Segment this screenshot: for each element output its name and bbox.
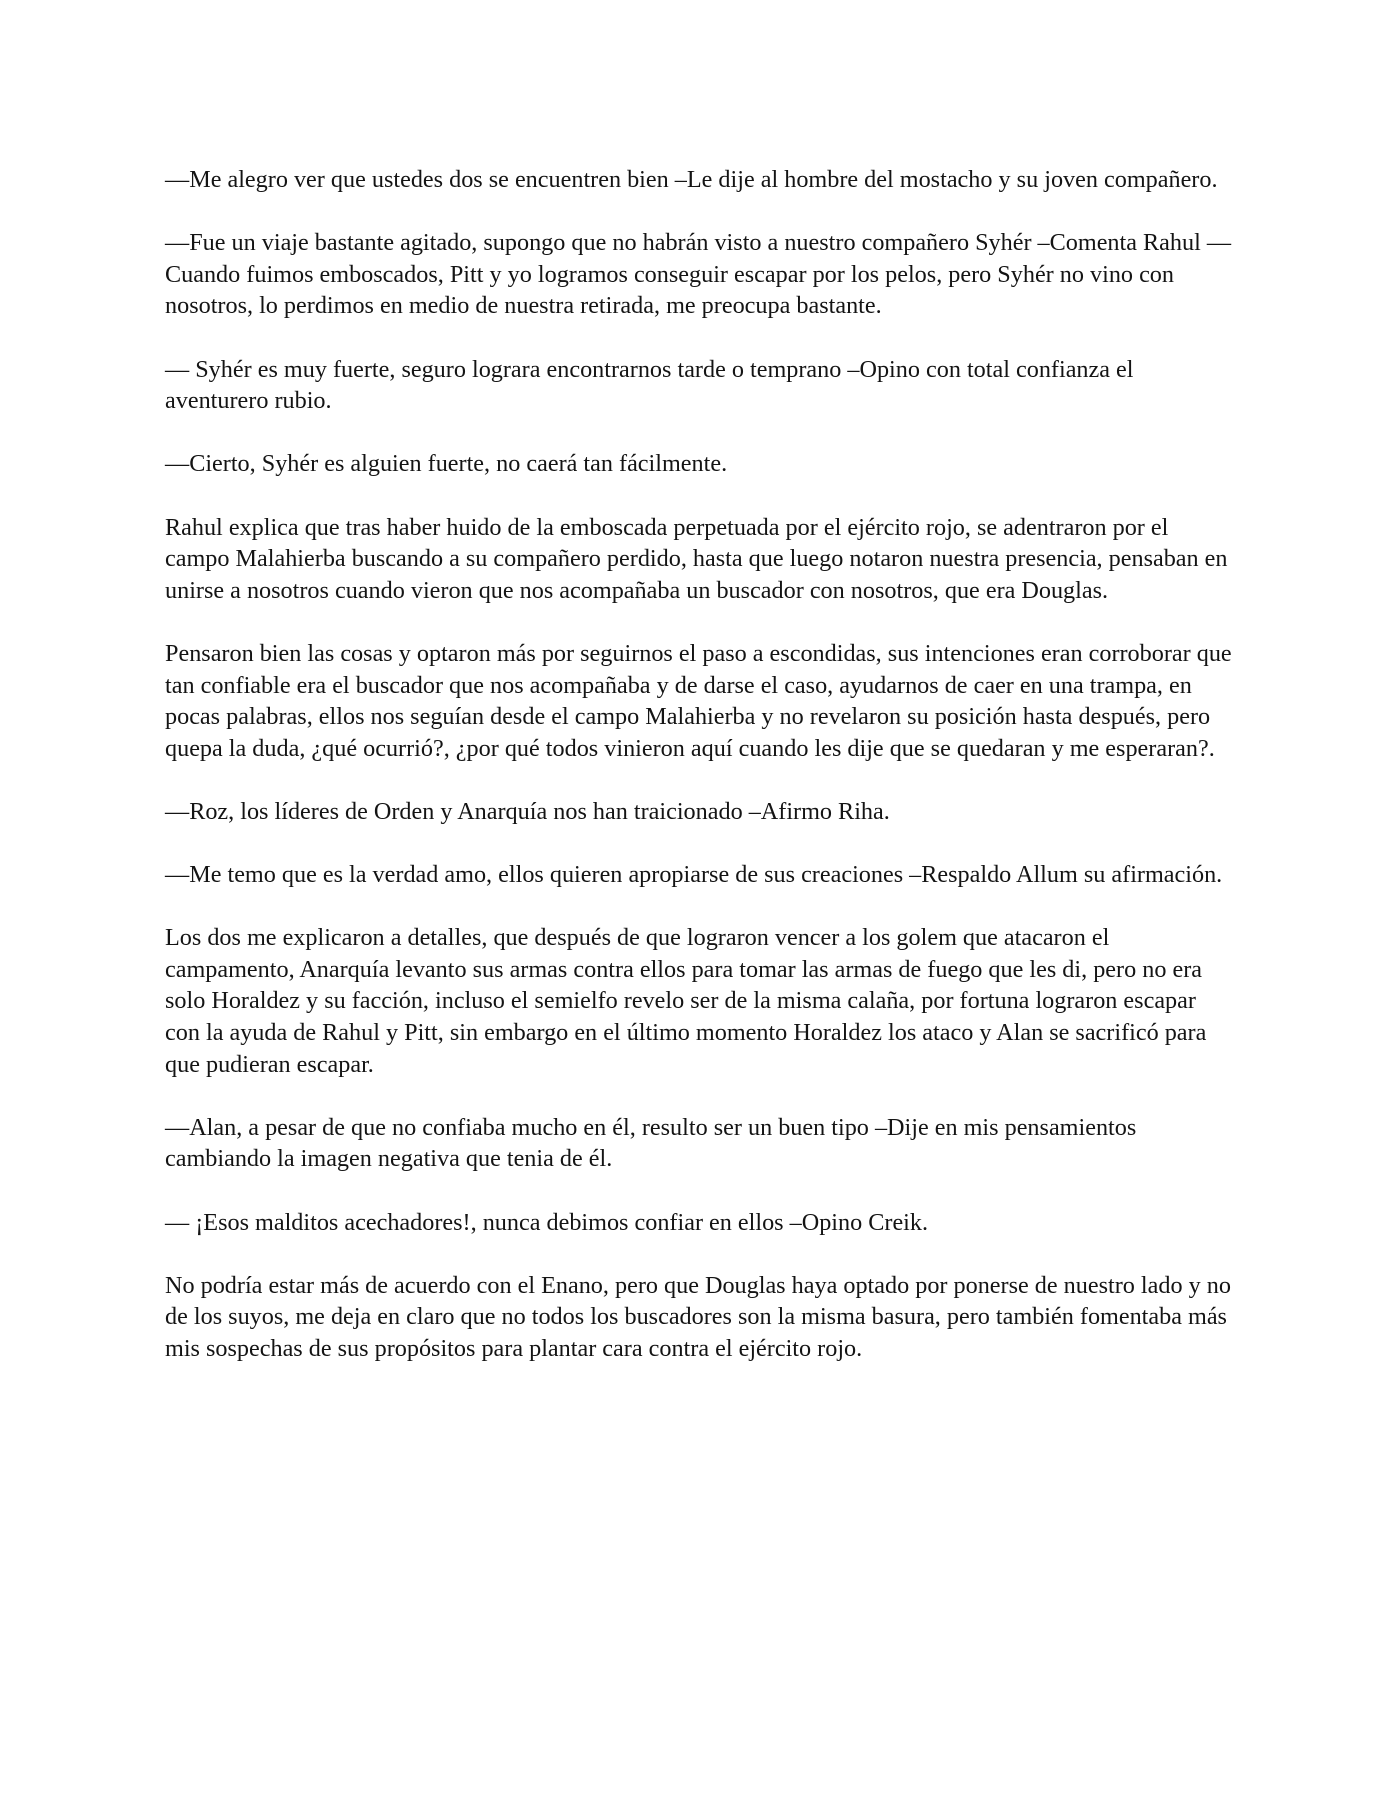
paragraph: —Fue un viaje bastante agitado, supongo que no habrán visto a nuestro compañero Syhér –Comenta Rahul —Cuando fuimos emboscados, Pitt y yo logramos conseguir escapar por los pelos, pero Syhér no vino con nosotros, lo perdimos en medio de nuestra retirada, me preocupa bastante.	[165, 229, 1232, 320]
paragraph: —Alan, a pesar de que no confiaba mucho en él, resulto ser un buen tipo –Dije en mis pensamientos cambiando la imagen negativa que tenia de él.	[165, 1113, 1137, 1173]
paragraph: No podría estar más de acuerdo con el Enano, pero que Douglas haya optado por ponerse de nuestro lado y no de los suyos, me deja en claro que no todos los buscadores son la misma basura, pero también fomentaba más mis sospechas de sus propósitos para plantar cara contra el ejército rojo.	[165, 1271, 1231, 1362]
paragraph: — ¡Esos malditos acechadores!, nunca debimos confiar en ellos –Opino Creik.	[165, 1208, 929, 1236]
document-body	[165, 164, 1235, 1396]
paragraph: —Cierto, Syhér es alguien fuerte, no caerá tan fácilmente.	[165, 450, 728, 478]
paragraph: —Roz, los líderes de Orden y Anarquía nos han traicionado –Afirmo Riha.	[165, 797, 890, 825]
paragraph: Pensaron bien las cosas y optaron más por seguirnos el paso a escondidas, sus intenciones eran corroborar que tan confiable era el buscador que nos acompañaba y de darse el caso, ayudarnos de caer en una trampa, en pocas palabras, ellos nos seguían desde el campo Malahierba y no revelaron su posición hasta después, pero quepa la duda, ¿qué ocurrió?, ¿por qué todos vinieron aquí cuando les dije que se quedaran y me esperaran?.	[165, 639, 1232, 762]
paragraph: —Me temo que es la verdad amo, ellos quieren apropiarse de sus creaciones –Respaldo Allum su afirmación.	[165, 861, 1223, 889]
paragraph: —Me alegro ver que ustedes dos se encuentren bien –Le dije al hombre del mostacho y su joven compañero.	[165, 166, 1218, 193]
paragraph: Rahul explica que tras haber huido de la emboscada perpetuada por el ejército rojo, se adentraron por el campo Malahierba buscando a su compañero perdido, hasta que luego notaron nuestra presencia, pensaban en unirse a nosotros cuando vieron que nos acompañaba un buscador con nosotros, que era Douglas.	[165, 513, 1228, 604]
paragraph: — Syhér es muy fuerte, seguro lograra encontrarnos tarde o temprano –Opino con total confianza el aventurero rubio.	[165, 355, 1134, 415]
paragraph: Los dos me explicaron a detalles, que después de que lograron vencer a los golem que atacaron el campamento, Anarquía levanto sus armas contra ellos para tomar las armas de fuego que les di, pero no era solo Horaldez y su facción, incluso el semielfo revelo ser de la misma calaña, por fortuna lograron escapar con la ayuda de Rahul y Pitt, sin embargo en el último momento Horaldez los ataco y Alan se sacrificó para que pudieran escapar.	[165, 924, 1207, 1078]
